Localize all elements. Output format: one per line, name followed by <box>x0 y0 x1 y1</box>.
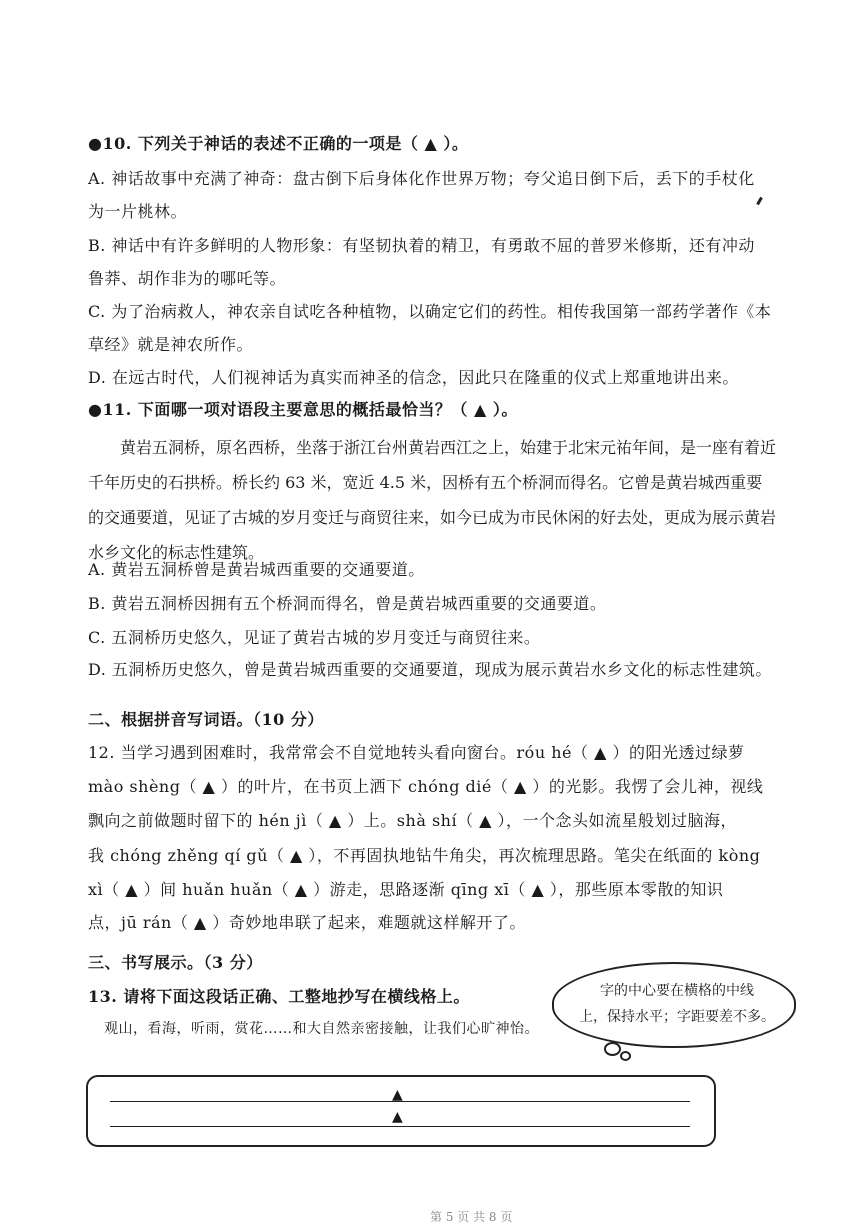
section2-heading: 二、根据拼音写词语。（10 分） <box>88 710 324 729</box>
q10-option-c-line1: C. 为了治病救人，神农亲自试吃各种植物，以确定它们的药性。相传我国第一部药学著作《本 <box>88 302 772 321</box>
writing-grid[interactable] <box>86 1075 716 1147</box>
q12-line5: xì（ ▲ ）间 huǎn huǎn（ ▲ ）游走，思路逐渐 qīng xī（ ▲ ），那些原本零散的知识 <box>88 880 724 899</box>
q11-option-d: D. 五洞桥历史悠久，曾是黄岩城西重要的交通要道，现成为展示黄岩水乡文化的标志性建筑。 <box>88 660 772 679</box>
q11-option-a: A. 黄岩五洞桥曾是黄岩城西重要的交通要道。 <box>88 560 425 579</box>
q11-passage <box>88 430 778 570</box>
q12-line1: 12. 当学习遇到困难时，我常常会不自觉地转头看向窗台。róu hé（ ▲ ）的阳光透过绿萝 <box>88 743 745 762</box>
q10-option-a-line1: A. 神话故事中充满了神奇：盘古倒下后身体化作世界万物；夸父追日倒下后，丢下的手杖化 <box>88 169 755 188</box>
q10-option-d: D. 在远古时代，人们视神话为真实而神圣的信念，因此只在隆重的仪式上郑重地讲出来。 <box>88 368 739 387</box>
tip-line1: 字的中心要在横格的中线 <box>600 983 754 999</box>
tip-text <box>572 978 782 1030</box>
answer-mark-1: ▲ <box>392 1087 403 1103</box>
writing-line-2 <box>110 1126 690 1127</box>
q10-stem: ●10. 下列关于神话的表述不正确的一项是（ ▲ ）。 <box>88 134 469 153</box>
section3-heading: 三、书写展示。（3 分） <box>88 953 263 972</box>
bubble-tail-small <box>620 1051 631 1061</box>
tip-bubble <box>552 962 796 1048</box>
q10-option-b-line2: 鲁莽、胡作非为的哪吒等。 <box>88 269 287 288</box>
q11-stem: ●11. 下面哪一项对语段主要意思的概括最恰当？（ ▲ ）。 <box>88 400 518 419</box>
q12-line4: 我 chóng zhěng qí gǔ（ ▲ ），不再固执地钻牛角尖，再次梳理思路。笔尖在纸面的 kòng <box>88 846 761 865</box>
q13-stem: 13. 请将下面这段话正确、工整地抄写在横线格上。 <box>88 987 470 1006</box>
q10-option-c-line2: 草经》就是神农所作。 <box>88 335 254 354</box>
stray-mark <box>756 197 763 205</box>
q10-option-a-line2: 为一片桃林。 <box>88 202 188 221</box>
q10-option-b-line1: B. 神话中有许多鲜明的人物形象：有坚韧执着的精卫，有勇敢不屈的普罗米修斯，还有冲动 <box>88 236 755 255</box>
tip-line2: 上，保持水平；字距要差不多。 <box>579 1009 775 1025</box>
page-footer: 第 5 页 共 8 页 <box>430 1210 513 1224</box>
q12-line2: mào shèng（ ▲ ）的叶片，在书页上洒下 chóng dié（ ▲ ）的光影。我愣了会儿神，视线 <box>88 777 764 796</box>
q11-passage-text: 黄岩五洞桥，原名西桥，坐落于浙江台州黄岩西江之上，始建于北宋元祐年间，是一座有着近千年历史的石拱桥。桥长约 63 米，宽近 4.5 米，因桥有五个桥洞而得名。它曾是黄岩城西重要的交通要道，见证了古城的岁月变迁与商贸往来，如今已成为市民休闲的好去处，更成为展示黄岩水乡文化的标志性建筑。 <box>88 438 777 562</box>
q11-option-b: B. 黄岩五洞桥因拥有五个桥洞而得名，曾是黄岩城西重要的交通要道。 <box>88 594 607 613</box>
q12-line3: 飘向之前做题时留下的 hén jì（ ▲ ）上。shà shí（ ▲ ），一个念头如流星般划过脑海， <box>88 811 738 830</box>
copy-text: 观山，看海，听雨，赏花……和大自然亲密接触，让我们心旷神怡。 <box>104 1021 539 1037</box>
q12-line6: 点，jū rán（ ▲ ）奇妙地串联了起来，难题就这样解开了。 <box>88 913 526 932</box>
q11-option-c: C. 五洞桥历史悠久，见证了黄岩古城的岁月变迁与商贸往来。 <box>88 628 541 647</box>
answer-mark-2: ▲ <box>392 1109 403 1125</box>
bubble-tail-large <box>604 1042 621 1056</box>
